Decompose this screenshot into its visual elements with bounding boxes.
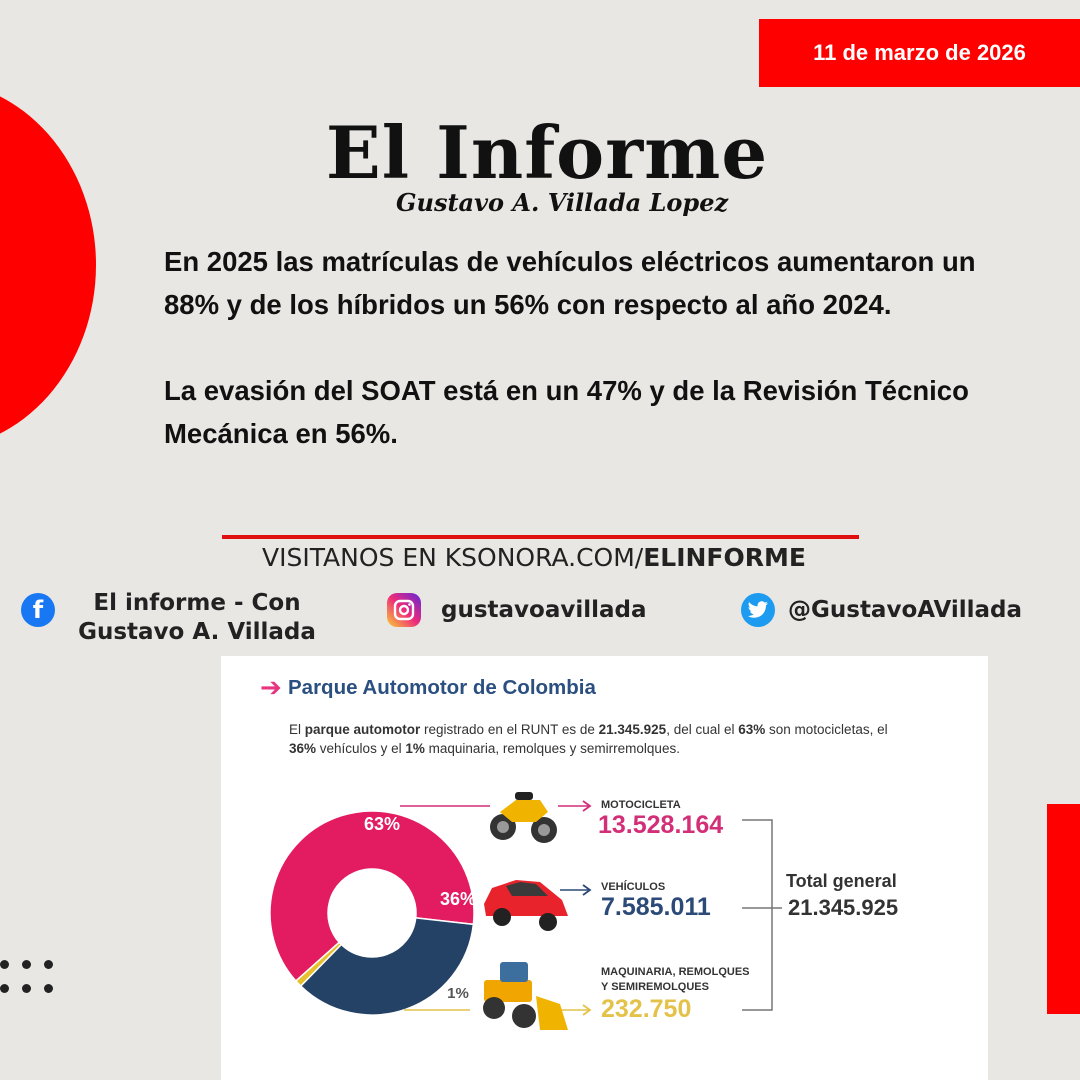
category-value-vehiculos: 7.585.011 (601, 893, 711, 921)
desc-text: son motocicletas, el (765, 722, 888, 737)
twitter-handle[interactable]: @GustavoAVillada (788, 597, 1023, 623)
percent-label-0: 63% (363, 814, 401, 834)
total-value: 21.345.925 (788, 895, 899, 920)
facebook-icon[interactable]: f (21, 593, 55, 627)
author-signature: Gustavo A. Villada Lopez (396, 188, 729, 217)
facebook-handle-text: El informe - Con Gustavo A. Villada (78, 590, 316, 645)
motorcycle-icon (490, 792, 557, 843)
category-value-moto: 13.528.164 (598, 811, 724, 839)
desc-text: maquinaria, remolques y semirremolques. (424, 741, 680, 756)
visit-bold: ELINFORME (643, 543, 806, 572)
total-label: Total general (786, 871, 897, 891)
total-bracket (742, 820, 782, 1010)
desc-bold: 36% (289, 741, 317, 756)
headline-paragraph-2: La evasión del SOAT está en un 47% y de la Revisión Técnico Mecánica en 56%. (164, 375, 969, 449)
desc-bold: 63% (738, 722, 766, 737)
desc-bold: parque automotor (304, 722, 421, 737)
desc-bold: 1% (405, 741, 425, 756)
category-label-vehiculos: VEHÍCULOS (601, 881, 666, 893)
arrow-right-icon: ➔ (260, 672, 282, 702)
desc-text: , del cual el (666, 722, 739, 737)
visit-prefix: VISITANOS EN KSONORA.COM/ (262, 543, 644, 572)
desc-bold: 21.345.925 (598, 722, 667, 737)
headline-paragraph-1: En 2025 las matrículas de vehículos eléctricos aumentaron un 88% y de los híbridos un 56% con respecto al año 2024. (164, 246, 976, 320)
desc-text: registrado en el RUNT es de (420, 722, 599, 737)
category-value-maquinaria: 232.750 (601, 995, 692, 1023)
desc-text: vehículos y el (316, 741, 406, 756)
percent-label-2: 1% (447, 985, 469, 1002)
instagram-handle[interactable]: gustavoavillada (441, 597, 647, 623)
percent-label-1: 36% (439, 889, 477, 909)
chart-title: Parque Automotor de Colombia (288, 676, 596, 699)
category-label-maquinaria-1: MAQUINARIA, REMOLQUES (601, 966, 750, 978)
desc-text: El (289, 722, 305, 737)
loader-icon (483, 962, 568, 1030)
category-label-moto: MOTOCICLETA (601, 799, 681, 811)
brand-title: El Informe (325, 110, 769, 195)
date-text: 11 de marzo de 2026 (813, 40, 1026, 65)
car-icon (484, 880, 568, 931)
category-label-maquinaria-2: Y SEMIREMOLQUES (601, 981, 709, 993)
